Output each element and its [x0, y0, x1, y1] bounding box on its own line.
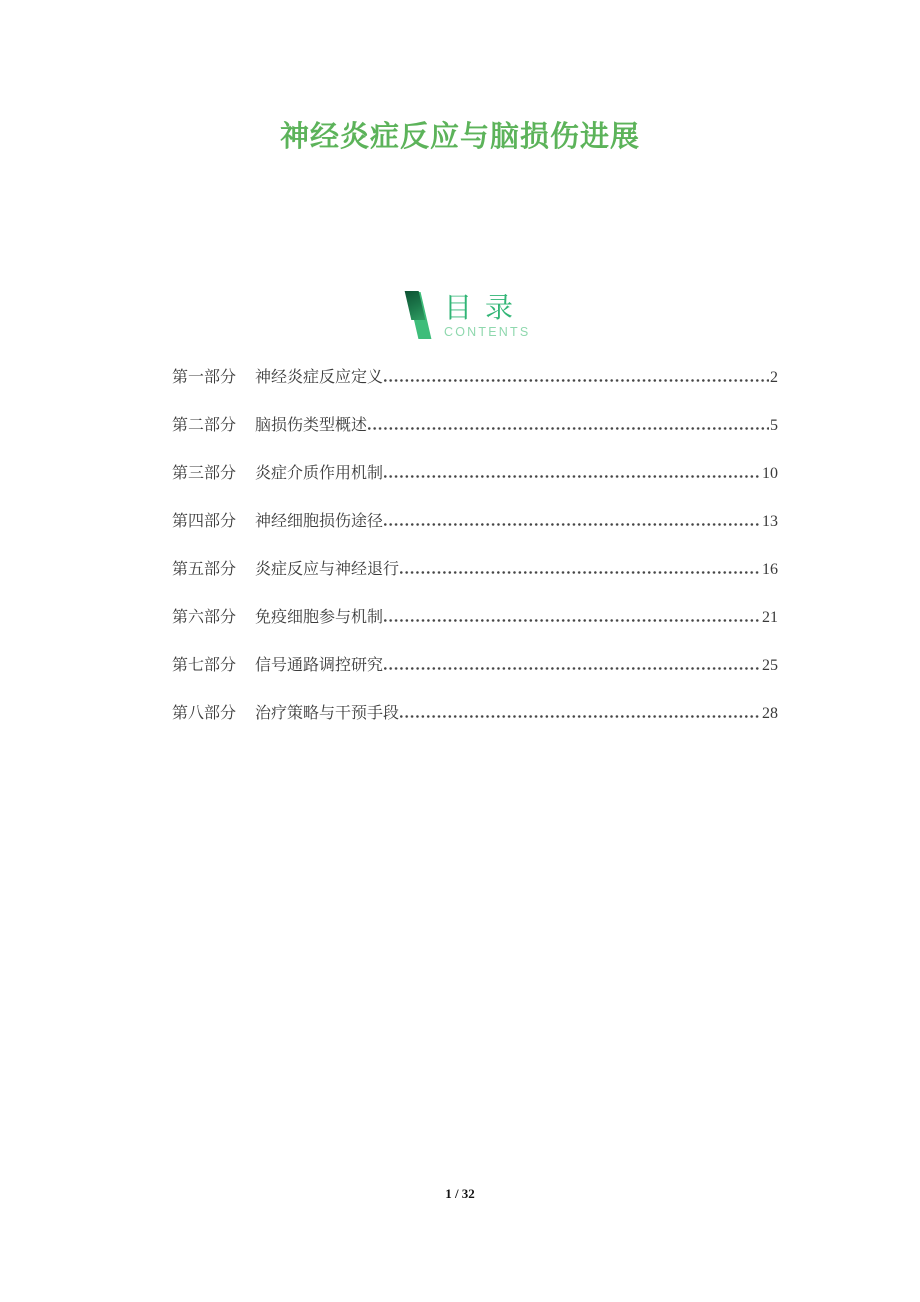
toc-entry-label: 第三部分 — [172, 465, 237, 482]
toc-entry[interactable] — [172, 447, 778, 495]
toc-subheading: CONTENTS — [444, 325, 531, 340]
page-number-footer — [0, 1186, 920, 1202]
page-indicator: 1 / 32 — [445, 1186, 475, 1201]
toc-entry-page: 13 — [762, 513, 778, 530]
toc-entry[interactable] — [172, 351, 778, 399]
toc-entry[interactable] — [172, 543, 778, 591]
toc-entry-title[interactable]: 炎症介质作用机制 — [255, 465, 384, 482]
toc-entry[interactable] — [172, 687, 778, 735]
toc-entry-title[interactable]: 神经细胞损伤途径 — [255, 513, 384, 530]
toc-entry-title[interactable]: 治疗策略与干预手段 — [255, 705, 400, 722]
toc-logo-mark-icon — [404, 291, 434, 341]
toc-dot-leader — [400, 715, 761, 718]
toc-entry-label: 第五部分 — [172, 561, 237, 578]
toc-dot-leader — [384, 475, 761, 478]
toc-dot-leader — [384, 523, 761, 526]
toc-entry-page: 5 — [770, 417, 778, 434]
toc-heading: 目 录 — [444, 293, 517, 324]
toc-entry-label: 第七部分 — [172, 657, 237, 674]
toc-entry-page: 25 — [762, 657, 778, 674]
toc-entry-label: 第二部分 — [172, 417, 237, 434]
toc-dot-leader — [384, 619, 761, 622]
toc-dot-leader — [384, 667, 761, 670]
toc-entry-page: 16 — [762, 561, 778, 578]
toc-entry-label: 第八部分 — [172, 705, 237, 722]
toc-entry[interactable] — [172, 399, 778, 447]
toc-entry-label: 第六部分 — [172, 609, 237, 626]
toc-entry-label: 第四部分 — [172, 513, 237, 530]
toc-dot-leader — [384, 379, 769, 382]
toc-entry[interactable] — [172, 639, 778, 687]
toc-entry[interactable] — [172, 591, 778, 639]
toc-entry-title[interactable]: 信号通路调控研究 — [255, 657, 384, 674]
toc-list — [172, 351, 778, 735]
toc-entry[interactable] — [172, 495, 778, 543]
toc-entry-title[interactable]: 神经炎症反应定义 — [255, 369, 384, 386]
toc-entry-title[interactable]: 炎症反应与神经退行 — [255, 561, 400, 578]
document-title: 神经炎症反应与脑损伤进展 — [279, 121, 640, 153]
toc-dot-leader — [368, 427, 769, 430]
toc-entry-page: 21 — [762, 609, 778, 626]
toc-header — [404, 291, 530, 341]
toc-entry-page: 2 — [770, 369, 778, 386]
toc-entry-page: 10 — [762, 465, 778, 482]
toc-entry-label: 第一部分 — [172, 369, 237, 386]
toc-heading-group — [444, 291, 530, 339]
toc-dot-leader — [400, 571, 761, 574]
toc-entry-title[interactable]: 脑损伤类型概述 — [255, 417, 368, 434]
toc-entry-title[interactable]: 免疫细胞参与机制 — [255, 609, 384, 626]
toc-entry-page: 28 — [762, 705, 778, 722]
